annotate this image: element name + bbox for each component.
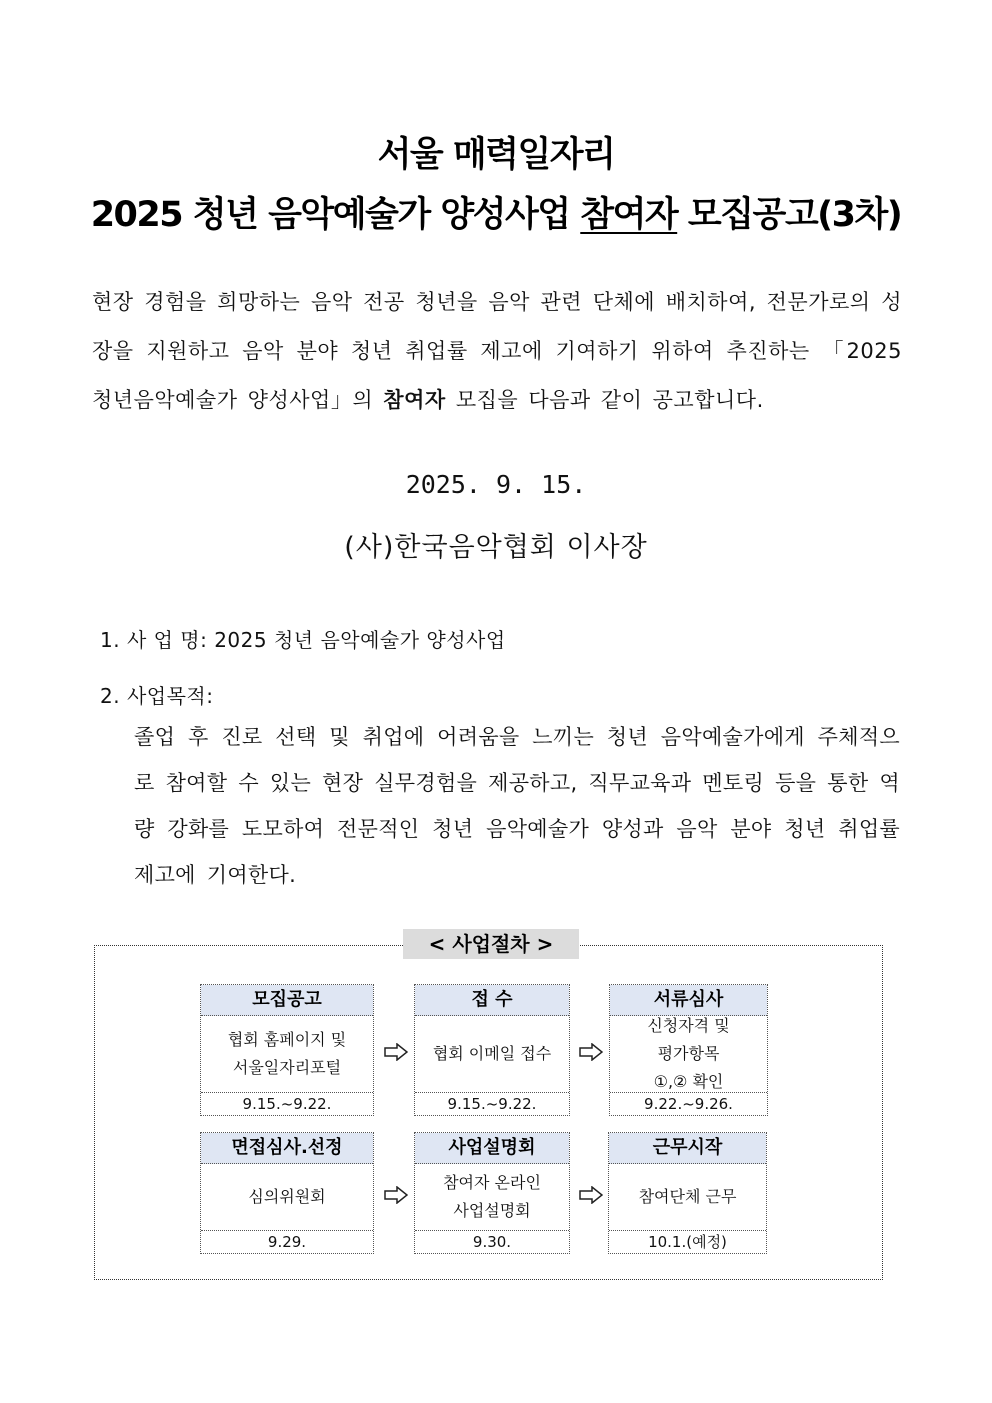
title-underlined: 참여자 (580, 195, 678, 235)
step-heading: 서류심사 (610, 985, 767, 1016)
step-date: 9.22.~9.26. (644, 1095, 733, 1113)
step-body-line: 협회 이메일 접수 (432, 1044, 552, 1063)
intro-part1: 현장 경험을 희망하는 음악 전공 청년을 음악 관련 단체에 배치하여, 전문가로의 성장을 지원하고 음악 분야 청년 취업률 제고에 기여하기 위하여 추진하는 「2025 청년음악예술가 양성사업」의 (92, 290, 902, 412)
right-arrow-icon (579, 1186, 603, 1204)
procedure-step (609, 984, 768, 1116)
intro-bold: 참여자 (383, 388, 446, 412)
step-body (201, 1016, 373, 1093)
step-body-line: 신청자격 및 (647, 1016, 730, 1035)
step-body-line: 평가항목 (657, 1044, 720, 1063)
step-date: 9.15.~9.22. (447, 1095, 537, 1113)
step-heading: 근무시작 (609, 1133, 766, 1164)
section-2-heading: 2. 사업목적: (100, 684, 214, 708)
step-body (415, 1016, 569, 1093)
procedure-step (200, 1132, 374, 1254)
step-body (610, 1016, 767, 1093)
title-prefix: 2025 청년 음악예술가 양성사업 (90, 195, 581, 235)
step-body-line: 참여자 온라인 (443, 1173, 541, 1192)
step-date: 9.30. (472, 1233, 512, 1251)
step-date: 9.29. (267, 1233, 307, 1251)
step-date: 10.1.(예정) (648, 1233, 727, 1251)
right-arrow-icon (384, 1043, 408, 1061)
step-body (609, 1164, 766, 1231)
step-heading: 접 수 (415, 985, 569, 1016)
title-suffix: 모집공고(3차) (677, 195, 902, 235)
organization: (사)한국음악협회 이사장 (344, 532, 648, 563)
step-body-line: ①,② 확인 (653, 1072, 724, 1091)
section-2-body: 졸업 후 진로 선택 및 취업에 어려움을 느끼는 청년 음악예술가에게 주체적으로 참여할 수 있는 현장 실무경험을 제공하고, 직무교육과 멘토링 등을 통한 역량 강화를 도모하여 전문적인 청년 음악예술가 양성과 음악 분야 청년 취업률 제고에 기여한다. (134, 725, 900, 887)
procedure-step (200, 984, 374, 1116)
right-arrow-icon (384, 1186, 408, 1204)
procedure-title: < 사업절차 > (403, 929, 579, 959)
notice-date: 2025. 9. 15. (405, 470, 587, 499)
procedure-step (608, 1132, 767, 1254)
step-heading: 면접심사.선정 (201, 1133, 373, 1164)
step-body (201, 1164, 373, 1231)
intro-part2: 모집을 다음과 같이 공고합니다. (445, 388, 764, 412)
step-body-line: 심의위원회 (248, 1187, 326, 1206)
step-body-line: 참여단체 근무 (638, 1187, 737, 1206)
step-body-line: 사업설명회 (453, 1201, 531, 1220)
step-body (415, 1164, 569, 1231)
step-body-line: 협회 홈페이지 및 (227, 1030, 347, 1049)
procedure-step (414, 1132, 570, 1254)
title-line1: 서울 매력일자리 (377, 135, 615, 175)
step-body-line: 서울일자리포털 (232, 1058, 342, 1077)
step-heading: 모집공고 (201, 985, 373, 1016)
step-date: 9.15.~9.22. (242, 1095, 332, 1113)
procedure-step (414, 984, 570, 1116)
intro-paragraph (92, 278, 902, 425)
right-arrow-icon (579, 1043, 603, 1061)
title-line2 (0, 187, 992, 237)
step-heading: 사업설명회 (415, 1133, 569, 1164)
section-1: 1. 사 업 명: 2025 청년 음악예술가 양성사업 (100, 628, 506, 652)
